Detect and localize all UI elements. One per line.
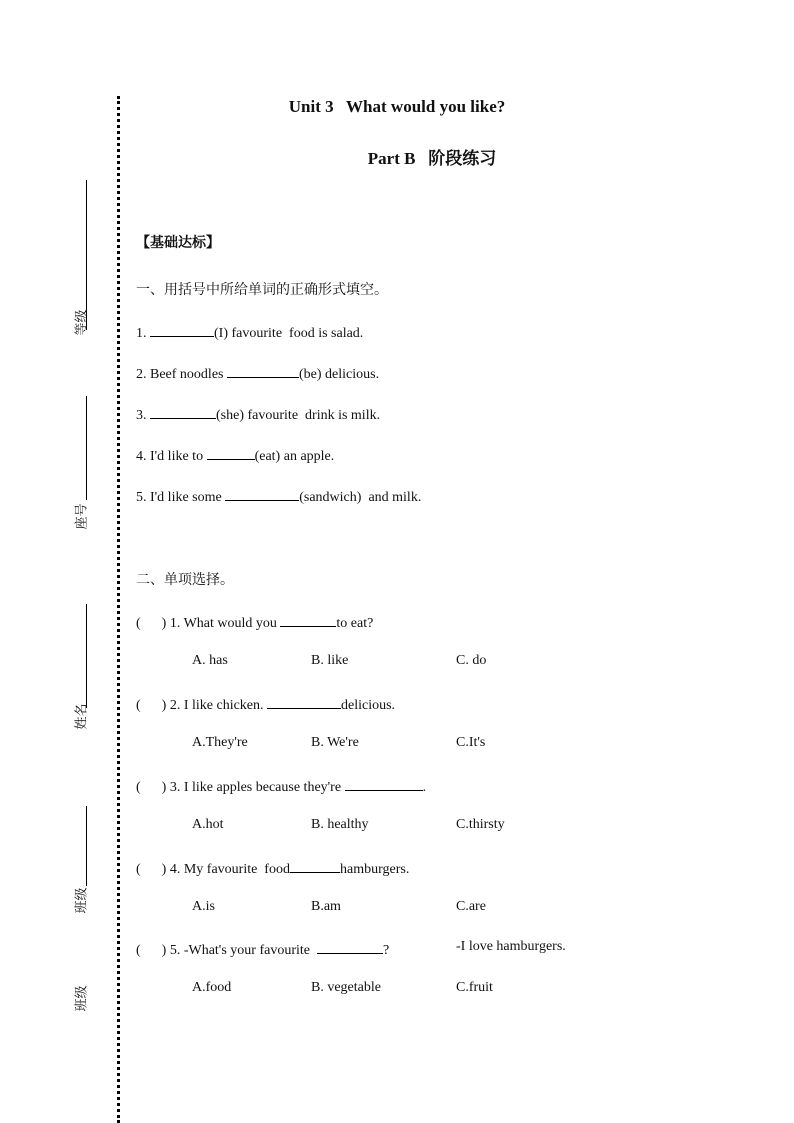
side-field-seat [68,396,92,536]
fill-item-1: 1. (I) favourite food is salad. [136,322,363,342]
question-blank [290,858,340,873]
side-field-name [68,604,92,744]
section-tag: 【基础达标】 [136,235,220,251]
q5-option-c[interactable]: C.fruit [456,980,493,995]
side-field-grade [68,180,92,340]
question-blank [317,939,383,954]
q3-option-a[interactable]: A.hot [192,817,224,832]
q3-option-b[interactable]: B. healthy [311,817,369,832]
answer-paren[interactable]: ( ) [136,616,167,631]
answer-blank[interactable] [207,445,255,460]
fill-item-3: 3. (she) favourite drink is milk. [136,404,380,424]
name-write-line [86,604,87,708]
q2-option-a[interactable]: A.They're [192,735,248,750]
q4-option-a[interactable]: A.is [192,899,215,914]
seat-write-line [86,396,87,500]
class-label: 班级 [74,887,90,914]
question-blank [280,612,336,627]
name-label: 姓名 [74,703,90,730]
class-label-2: 班级 [74,985,90,1012]
q5-response: -I love hamburgers. [456,939,566,954]
part-cn: 阶段练习 [428,149,497,169]
choice-question-3: ( ) 3. I like apples because they're . [136,776,426,796]
q5-option-b[interactable]: B. vegetable [311,980,381,995]
fill-item-5: 5. I'd like some (sandwich) and milk. [136,486,421,506]
answer-paren[interactable]: ( ) [136,698,167,713]
unit-title: Unit 3 What would you like? [288,97,506,116]
part-en: Part B [367,149,416,168]
grade-label: 等级 [74,309,90,336]
q3-option-c[interactable]: C.thirsty [456,817,505,832]
choice-question-2: ( ) 2. I like chicken. delicious. [136,694,395,714]
q1-option-c[interactable]: C. do [456,653,487,668]
answer-paren[interactable]: ( ) [136,862,167,877]
class-write-line [86,806,87,886]
question-blank [267,694,341,709]
answer-paren[interactable]: ( ) [136,780,167,795]
side-field-class [68,806,92,926]
q1-option-a[interactable]: A. has [192,653,228,668]
fill-item-2: 2. Beef noodles (be) delicious. [136,363,379,383]
q2-option-b[interactable]: B. We're [311,735,359,750]
seat-label: 座号 [74,503,90,530]
fill-item-4: 4. I'd like to (eat) an apple. [136,445,334,465]
section1-heading: 一、用括号中所给单词的正确形式填空。 [136,282,388,298]
q5-option-a[interactable]: A.food [192,980,232,995]
q4-option-b[interactable]: B.am [311,899,341,914]
answer-blank[interactable] [225,486,299,501]
answer-blank[interactable] [150,404,216,419]
q1-option-b[interactable]: B. like [311,653,349,668]
choice-question-1: ( ) 1. What would you to eat? [136,612,373,632]
choice-question-5: ( ) 5. -What's your favourite ? [136,939,389,959]
question-blank [345,776,423,791]
answer-blank[interactable] [227,363,299,378]
q2-option-c[interactable]: C.It's [456,735,486,750]
side-field-class-2 [68,985,92,1020]
binding-dotted-line [117,96,120,1123]
choice-question-4: ( ) 4. My favourite food hamburgers. [136,858,409,878]
answer-paren[interactable]: ( ) [136,943,167,958]
part-title [35,144,794,169]
answer-blank[interactable] [150,322,214,337]
grade-write-line [86,180,87,330]
section2-heading: 二、单项选择。 [136,572,234,588]
q4-option-c[interactable]: C.are [456,899,486,914]
